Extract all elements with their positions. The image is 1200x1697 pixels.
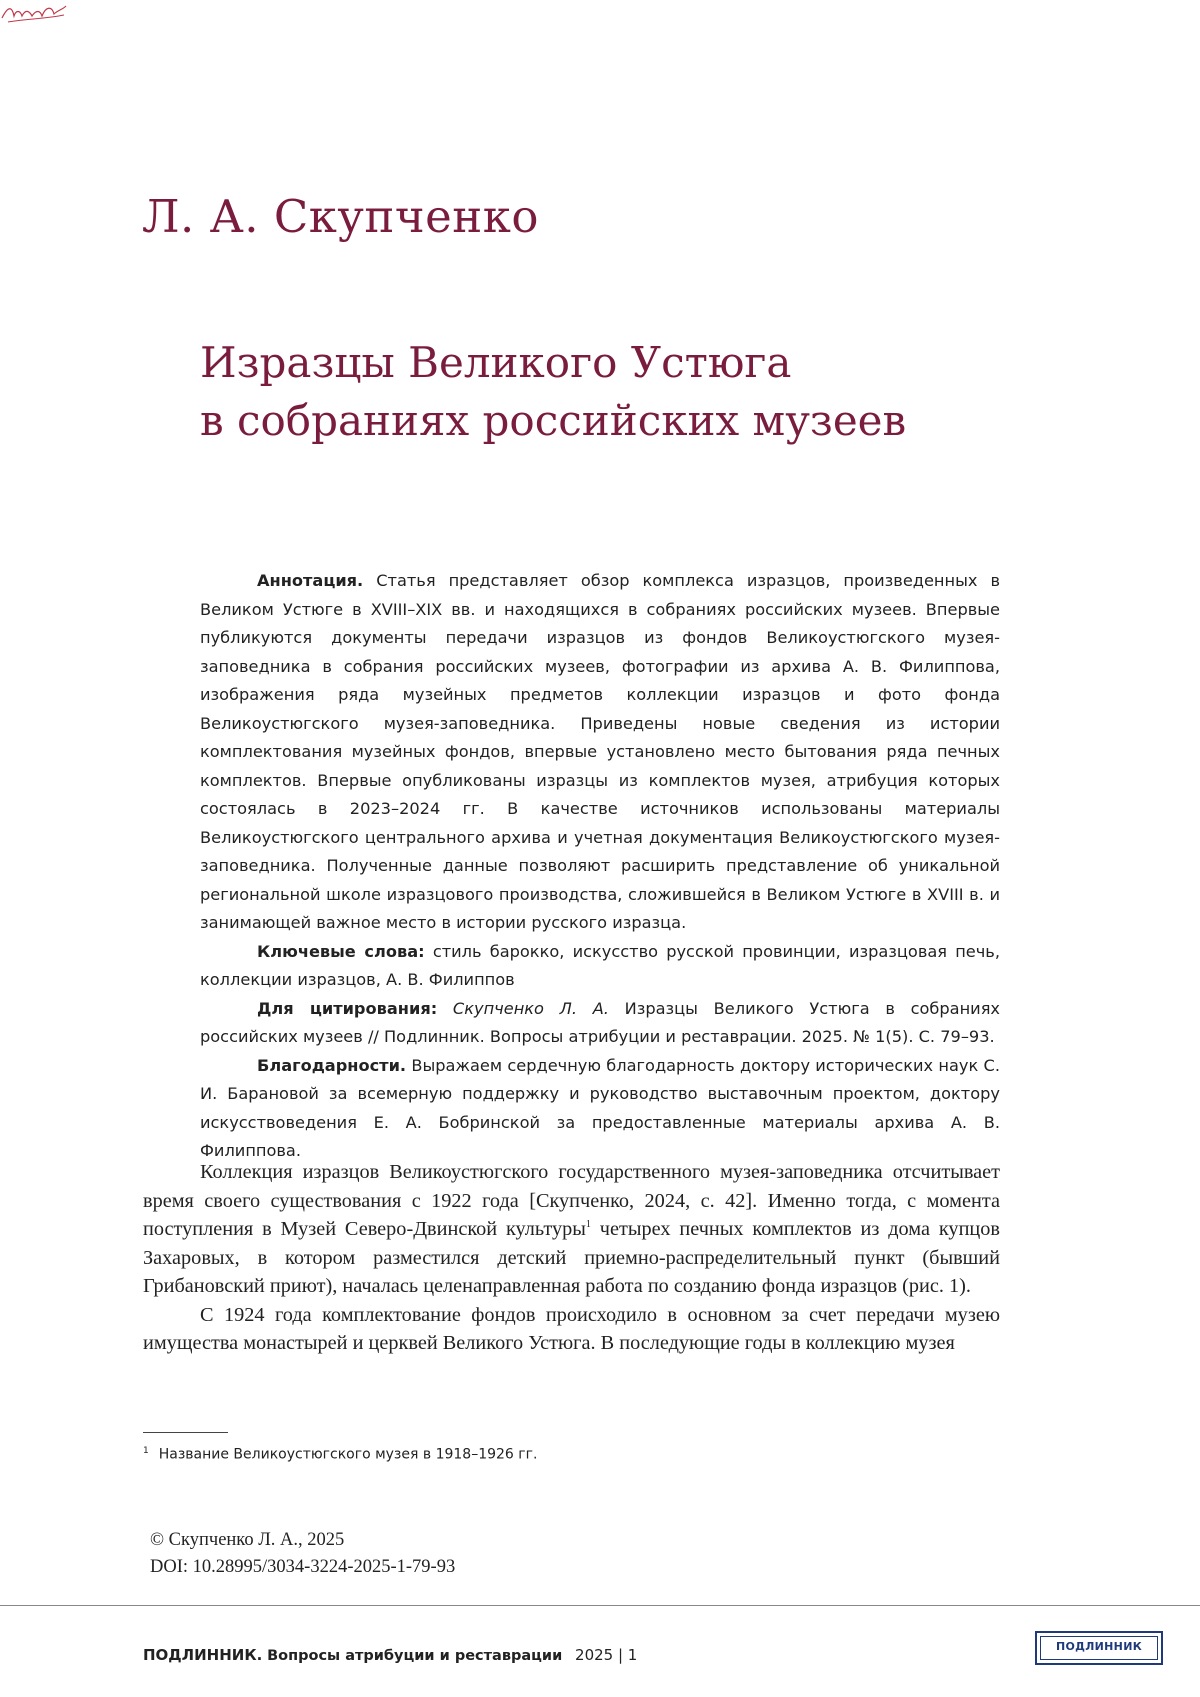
keywords-text: стиль барокко, искусство русской провинции, изразцовая печь, коллекции изразцов, А. В. Филиппов	[200, 942, 1000, 990]
abstract-text: Статья представляет обзор комплекса изразцов, произведенных в Великом Устюге в XVIII–XIX вв. и находящихся в собраниях российских музеев. Впервые публикуются документы передачи изразцов из фондов Великоустюгского музея-заповедника в собрания российских музеев, фотографии из архива А. В. Филиппова, изображения ряда музейных предметов коллекции изразцов и фото фонда Великоустюгского музея-заповедника. Приведены новые сведения из истории комплектования музейных фондов, впервые установлено место бытования ряда печных комплектов. Впервые опубликованы изразцы из комплектов музея, атрибуция которых состоялась в 2023–2024 гг. В качестве источников использованы материалы Великоустюгского центрального архива и учетная документация Великоустюгского музея-заповедника. Полученные данные позволяют расширить представление об уникальной региональной школе изразцового производства, сложившейся в Великом Устюге в XVIII в. и занимающей важное место в истории русского изразца.	[200, 571, 1000, 932]
keywords-label: Ключевые слова:	[257, 942, 425, 961]
article-title	[200, 334, 906, 450]
logo-signature-icon	[0, 0, 70, 24]
main-text	[143, 1158, 1000, 1358]
citation-author: Скупченко Л. А.	[453, 999, 609, 1018]
abstract-label: Аннотация.	[257, 571, 363, 590]
footer-divider	[0, 1605, 1200, 1606]
abstract-paragraph	[200, 567, 1000, 938]
body-paragraph-1	[143, 1158, 1000, 1301]
citation-label: Для цитирования:	[257, 999, 437, 1018]
footnote-number: 1	[143, 1446, 149, 1456]
journal-logo	[1035, 1631, 1163, 1665]
acknowledgements-text: Выражаем сердечную благодарность доктору исторических наук С. И. Барановой за всемерную поддержку и руководство выставочным проектом, доктору искусствоведения Е. А. Бобринской за предоставленные материалы архива А. В. Филиппова.	[200, 1056, 1000, 1161]
body-paragraph-1-part-b: четырех печных комплектов из дома купцов Захаровых, в котором разместился детский приемно-распределительный пункт (бывший Грибановский приют), началась целенаправленная работа по созданию фонда изразцов (рис. 1).	[143, 1218, 1000, 1297]
footnote	[143, 1441, 537, 1465]
citation-paragraph	[200, 995, 1000, 1052]
running-footer	[143, 1646, 637, 1664]
copyright-line: © Скупченко Л. А., 2025	[150, 1527, 455, 1554]
acknowledgements-paragraph	[200, 1052, 1000, 1166]
journal-name: ПОДЛИННИК.	[143, 1646, 262, 1664]
abstract-block	[200, 567, 1000, 1166]
author-name: Л. А. Скупченко	[142, 190, 539, 243]
citation-text: Изразцы Великого Устюга в собраниях российских музеев // Подлинник. Вопросы атрибуции и реставрации. 2025. № 1(5). С. 79–93.	[200, 999, 1000, 1047]
article-title-line-2: в собраниях российских музеев	[200, 392, 906, 450]
logo-text: ПОДЛИННИК	[1037, 1640, 1161, 1653]
journal-subtitle: Вопросы атрибуции и реставрации	[267, 1648, 562, 1664]
acknowledgements-label: Благодарности.	[257, 1056, 406, 1075]
footnote-text: Название Великоустюгского музея в 1918–1926 гг.	[159, 1447, 538, 1463]
body-paragraph-1-part-a: Коллекция изразцов Великоустюгского государственного музея-заповедника отсчитывает время своего существования с 1922 года [Скупченко, 2024, с. 42]. Именно тогда, с момента поступления в Музей Северо-Двинской культуры	[143, 1161, 1000, 1240]
body-paragraph-2: С 1924 года комплектование фондов происходило в основном за счет передачи музею имущества монастырей и церквей Великого Устюга. В последующие годы в коллекцию музея	[143, 1301, 1000, 1358]
article-title-line-1: Изразцы Великого Устюга	[200, 334, 906, 392]
footnote-divider	[143, 1432, 228, 1433]
doi-line[interactable]: DOI: 10.28995/3034-3224-2025-1-79-93	[150, 1554, 455, 1581]
footnote-reference[interactable]: 1	[586, 1219, 591, 1230]
issue-number: 2025 | 1	[575, 1646, 637, 1664]
copyright-block	[150, 1527, 455, 1581]
keywords-paragraph	[200, 938, 1000, 995]
